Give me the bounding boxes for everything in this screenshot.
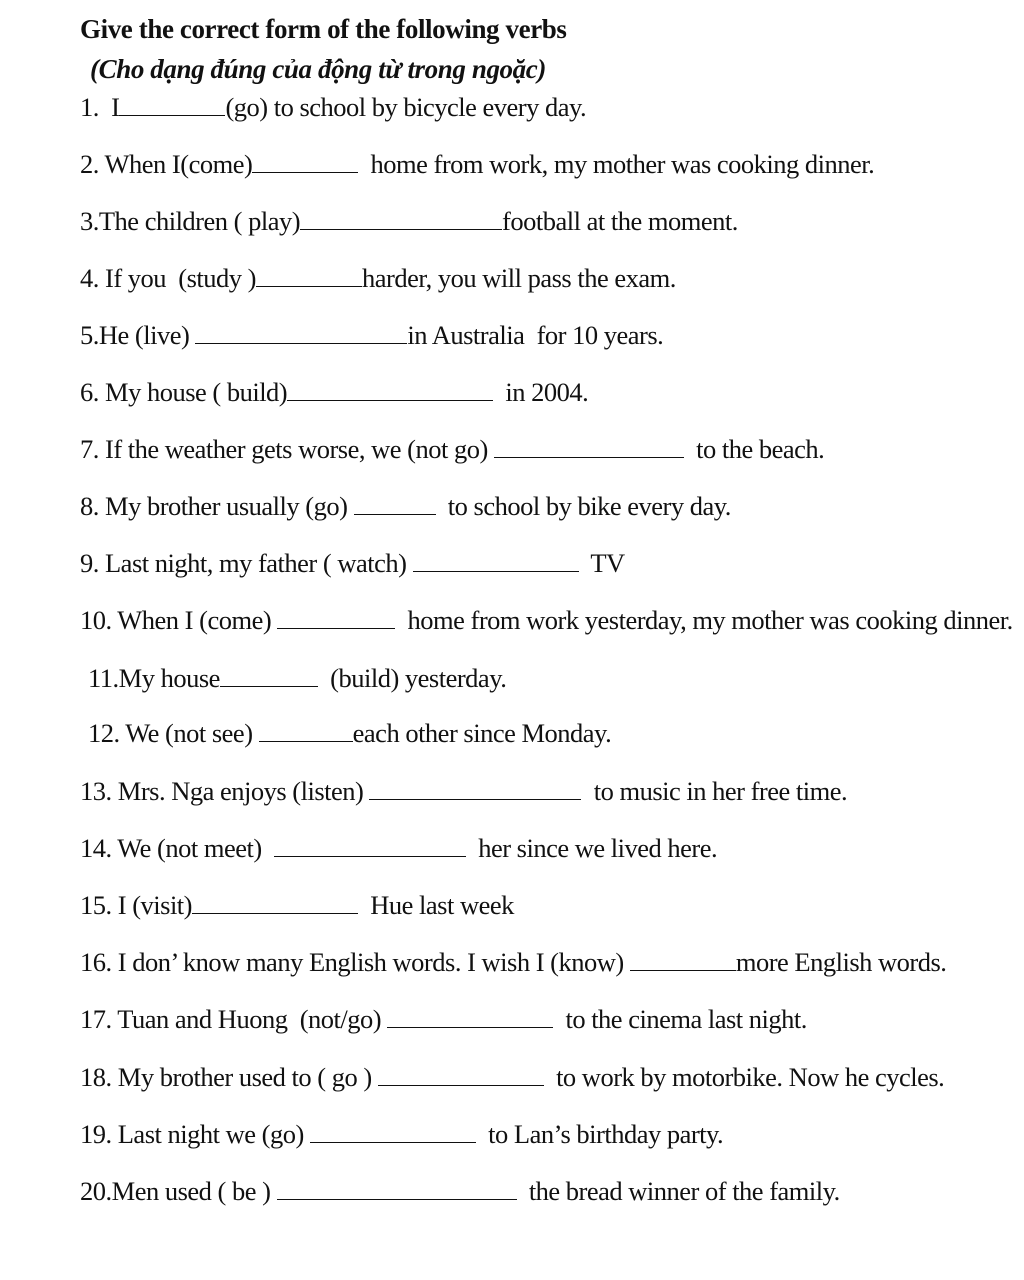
worksheet-title: Give the correct form of the following verbs: [80, 14, 567, 44]
item-text-after: to Lan’s birthday party.: [475, 1119, 724, 1149]
answer-blank[interactable]: [287, 378, 493, 401]
item-text-after: Hue last week: [358, 890, 514, 920]
exercise-item-7: [80, 432, 824, 466]
exercise-item-16: [80, 945, 946, 979]
exercise-item-14: [80, 831, 717, 865]
item-text-before: 7. If the weather gets worse, we (not go): [80, 434, 494, 464]
item-text-after: her since we lived here.: [465, 833, 718, 863]
exercise-item-18: [80, 1060, 944, 1094]
item-text-before: 19. Last night we (go): [80, 1119, 310, 1149]
exercise-item-12: [88, 716, 611, 750]
answer-blank[interactable]: [387, 1005, 553, 1028]
answer-blank[interactable]: [378, 1063, 544, 1086]
item-text-before: 18. My brother used to ( go ): [80, 1062, 378, 1092]
answer-blank[interactable]: [310, 1120, 476, 1143]
item-text-before: 13. Mrs. Nga enjoys (listen): [80, 776, 370, 806]
item-text-before: 2. When I(come): [80, 149, 253, 179]
item-text-after: in Australia for 10 years.: [407, 320, 664, 350]
item-text-after: to the cinema last night.: [553, 1004, 807, 1034]
item-text-after: each other since Monday.: [352, 718, 612, 748]
answer-blank[interactable]: [300, 207, 502, 230]
exercise-item-17: [80, 1002, 807, 1036]
answer-blank[interactable]: [256, 264, 362, 287]
answer-blank[interactable]: [413, 549, 579, 572]
exercise-item-6: [80, 375, 588, 409]
item-text-before: 20.Men used ( be ): [80, 1176, 277, 1206]
answer-blank[interactable]: [274, 834, 466, 857]
item-text-before: 6. My house ( build): [80, 377, 288, 407]
item-text-before: 11.My house: [88, 663, 220, 693]
item-text-before: 3.The children ( play): [80, 206, 301, 236]
item-text-before: 1. I: [80, 92, 120, 122]
item-text-after: harder, you will pass the exam.: [361, 263, 676, 293]
exercise-item-11: [88, 661, 506, 695]
item-text-after: (go) to school by bicycle every day.: [225, 92, 587, 122]
answer-blank[interactable]: [119, 93, 225, 116]
worksheet-subtitle: (Cho dạng đúng của động từ trong ngoặc): [90, 54, 546, 84]
answer-blank[interactable]: [494, 435, 684, 458]
item-text-after: to music in her free time.: [581, 776, 848, 806]
item-text-after: more English words.: [735, 947, 947, 977]
item-text-before: 16. I don’ know many English words. I wish I (know): [80, 947, 630, 977]
item-text-before: 15. I (visit): [80, 890, 192, 920]
item-text-before: 9. Last night, my father ( watch): [80, 548, 413, 578]
exercise-item-20: [80, 1174, 840, 1208]
answer-blank[interactable]: [192, 891, 358, 914]
item-text-after: to work by motorbike. Now he cycles.: [543, 1062, 945, 1092]
item-text-before: 17. Tuan and Huong (not/go): [80, 1004, 388, 1034]
answer-blank[interactable]: [220, 664, 318, 687]
exercise-item-15: [80, 888, 514, 922]
exercise-item-5: [80, 318, 663, 352]
item-text-before: 10. When I (come): [80, 605, 278, 635]
item-text-after: in 2004.: [493, 377, 589, 407]
answer-blank[interactable]: [259, 719, 353, 742]
answer-blank[interactable]: [277, 1177, 517, 1200]
item-text-after: to the beach.: [683, 434, 825, 464]
answer-blank[interactable]: [195, 321, 407, 344]
item-text-before: 14. We (not meet): [80, 833, 274, 863]
exercise-item-2: [80, 147, 874, 181]
answer-blank[interactable]: [354, 492, 436, 515]
item-text-after: the bread winner of the family.: [516, 1176, 840, 1206]
answer-blank[interactable]: [630, 948, 736, 971]
item-text-after: to school by bike every day.: [435, 491, 731, 521]
exercise-item-1: [80, 90, 586, 124]
item-text-before: 8. My brother usually (go): [80, 491, 354, 521]
exercise-item-19: [80, 1117, 723, 1151]
item-text-after: (build) yesterday.: [317, 663, 507, 693]
exercise-item-9: [80, 546, 625, 580]
exercise-item-13: [80, 774, 847, 808]
item-text-after: TV: [578, 548, 625, 578]
exercise-item-3: [80, 204, 738, 238]
exercise-item-4: [80, 261, 676, 295]
exercise-item-8: [80, 489, 731, 523]
exercise-item-10: [80, 603, 1013, 637]
item-text-after: football at the moment.: [502, 206, 738, 236]
item-text-after: home from work yesterday, my mother was cooking dinner.: [395, 605, 1013, 635]
item-text-before: 5.He (live): [80, 320, 196, 350]
answer-blank[interactable]: [369, 777, 581, 800]
answer-blank[interactable]: [252, 150, 358, 173]
item-text-before: 12. We (not see): [88, 718, 259, 748]
item-text-before: 4. If you (study ): [80, 263, 256, 293]
answer-blank[interactable]: [277, 606, 395, 629]
item-text-after: home from work, my mother was cooking dinner.: [358, 149, 875, 179]
